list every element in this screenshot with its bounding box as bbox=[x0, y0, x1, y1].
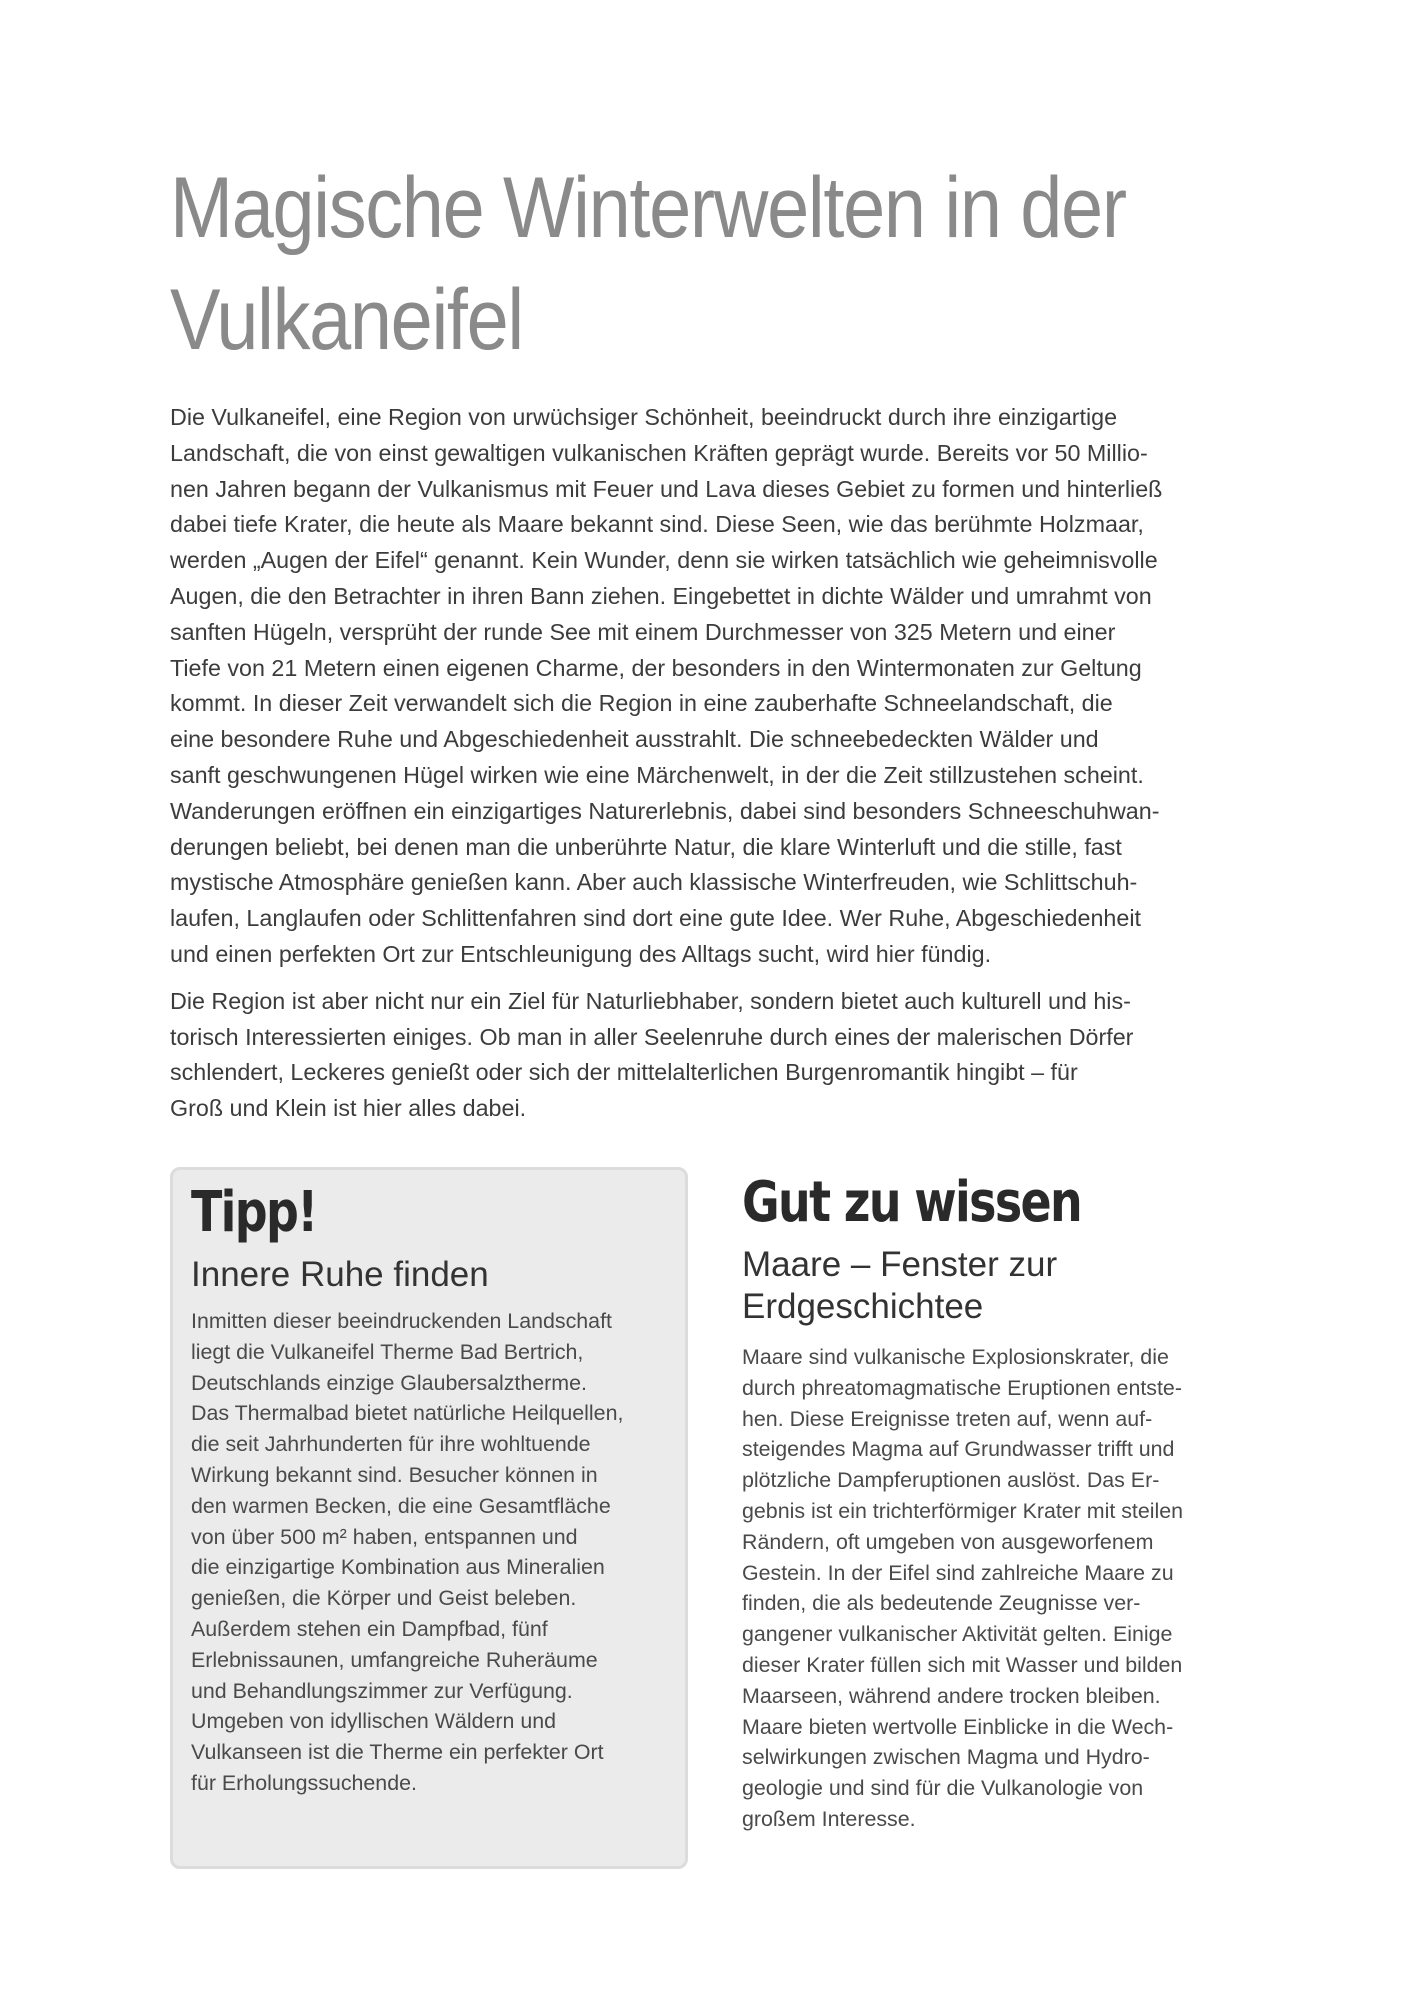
text-line: eine besondere Ruhe und Abgeschiedenheit ausstrahlt. Die schneebedeckten Wälder und bbox=[170, 726, 1099, 753]
text-line: selwirkungen zwischen Magma und Hydro- bbox=[742, 1745, 1150, 1770]
text-line: großem Interesse. bbox=[742, 1806, 916, 1831]
text-line: sanften Hügeln, versprüht der runde See mit einem Durchmesser von 325 Metern und einer bbox=[170, 618, 1116, 645]
subheading-line: Maare – Fenster zur bbox=[742, 1245, 1058, 1284]
text-line: hen. Diese Ereignisse treten auf, wenn auf- bbox=[742, 1406, 1153, 1431]
text-line: von über 500 m² haben, entspannen und bbox=[191, 1524, 578, 1549]
title-line: Magische Winterwelten in der bbox=[170, 160, 1126, 256]
text-line: liegt die Vulkaneifel Therme Bad Bertrich, bbox=[191, 1339, 584, 1364]
text-line: Maare bieten wertvolle Einblicke in die Wech- bbox=[742, 1714, 1174, 1739]
text-line: und Behandlungszimmer zur Verfügung. bbox=[191, 1678, 573, 1703]
text-line: laufen, Langlaufen oder Schlittenfahren sind dort eine gute Idee. Wer Ruhe, Abgeschiedenheit bbox=[170, 905, 1141, 932]
info-text bbox=[742, 1342, 1262, 1835]
text-line: derungen beliebt, bei denen man die unberührte Natur, die klare Winterluft und die stille, fast bbox=[170, 833, 1122, 860]
info-heading: Gut zu wissen bbox=[742, 1170, 1082, 1235]
text-line: Landschaft, die von einst gewaltigen vulkanischen Kräften geprägt wurde. Bereits vor 50 Millio- bbox=[170, 439, 1148, 466]
text-line: mystische Atmosphäre genießen kann. Aber auch klassische Winterfreuden, wie Schlittschuh- bbox=[170, 869, 1138, 896]
text-line: Vulkanseen ist die Therme ein perfekter Ort bbox=[191, 1740, 604, 1765]
text-line: Maarseen, während andere trocken bleiben. bbox=[742, 1683, 1161, 1708]
text-line: steigendes Magma auf Grundwasser trifft und bbox=[742, 1437, 1175, 1462]
text-line: durch phreatomagmatische Eruptionen entste- bbox=[742, 1375, 1182, 1400]
text-line: dabei tiefe Krater, die heute als Maare bekannt sind. Diese Seen, wie das berühmte Holzmaar, bbox=[170, 511, 1144, 538]
info-subheading bbox=[742, 1244, 1262, 1328]
tip-heading: Tipp! bbox=[191, 1180, 317, 1245]
text-line: den warmen Becken, die eine Gesamtfläche bbox=[191, 1493, 611, 1518]
text-line: Deutschlands einzige Glaubersalztherme. bbox=[191, 1370, 587, 1395]
text-line: Groß und Klein ist hier alles dabei. bbox=[170, 1095, 527, 1122]
text-line: Wirkung bekannt sind. Besucher können in bbox=[191, 1462, 598, 1487]
text-line: werden „Augen der Eifel“ genannt. Kein Wunder, denn sie wirken tatsächlich wie geheimnisvolle bbox=[170, 547, 1158, 574]
subheading-line: Erdgeschichtee bbox=[742, 1287, 984, 1326]
text-line: Maare sind vulkanische Explosionskrater, die bbox=[742, 1345, 1169, 1369]
page-title bbox=[170, 152, 1138, 376]
text-line: Tiefe von 21 Metern einen eigenen Charme, der besonders in den Wintermonaten zur Geltung bbox=[170, 654, 1142, 681]
title-line: Vulkaneifel bbox=[170, 272, 523, 368]
text-line: Gestein. In der Eifel sind zahlreiche Maare zu bbox=[742, 1560, 1174, 1585]
text-line: Die Region ist aber nicht nur ein Ziel für Naturliebhaber, sondern bietet auch kulturell und his- bbox=[170, 987, 1131, 1014]
text-line: Wanderungen eröffnen ein einzigartiges Naturerlebnis, dabei sind besonders Schneeschuhwan- bbox=[170, 797, 1160, 824]
text-line: Das Thermalbad bietet natürliche Heilquellen, bbox=[191, 1401, 624, 1426]
text-line: schlendert, Leckeres genießt oder sich der mittelalterlichen Burgenromantik hingibt – für bbox=[170, 1059, 1078, 1086]
text-line: plötzliche Dampferuptionen auslöst. Das Er- bbox=[742, 1468, 1160, 1493]
text-line: und einen perfekten Ort zur Entschleunigung des Alltags sucht, wird hier fündig. bbox=[170, 940, 992, 967]
text-line: geologie und sind für die Vulkanologie von bbox=[742, 1776, 1144, 1801]
text-line: dieser Krater füllen sich mit Wasser und bilden bbox=[742, 1652, 1183, 1677]
text-line: Augen, die den Betrachter in ihren Bann ziehen. Eingebettet in dichte Wälder und umrahmt von bbox=[170, 582, 1152, 609]
text-line: die einzigartige Kombination aus Mineralien bbox=[191, 1555, 605, 1580]
text-line: gangener vulkanischer Aktivität gelten. Einige bbox=[742, 1622, 1173, 1647]
intro-paragraph-2 bbox=[170, 984, 1260, 1127]
tip-box bbox=[170, 1167, 688, 1869]
text-line: Erlebnissaunen, umfangreiche Ruheräume bbox=[191, 1647, 598, 1672]
tip-subheading: Innere Ruhe finden bbox=[191, 1255, 489, 1294]
intro-paragraph-1 bbox=[170, 400, 1260, 973]
text-line: Außerdem stehen ein Dampfbad, fünf bbox=[191, 1616, 548, 1641]
text-line: Rändern, oft umgeben von ausgeworfenem bbox=[742, 1529, 1154, 1554]
info-section bbox=[742, 1170, 1262, 1835]
intro-section bbox=[170, 400, 1260, 1138]
text-line: die seit Jahrhunderten für ihre wohltuende bbox=[191, 1432, 591, 1457]
text-line: für Erholungssuchende. bbox=[191, 1770, 417, 1795]
text-line: Umgeben von idyllischen Wäldern und bbox=[191, 1709, 557, 1734]
text-line: kommt. In dieser Zeit verwandelt sich die Region in eine zauberhafte Schneelandschaft, die bbox=[170, 690, 1113, 717]
tip-text bbox=[191, 1306, 665, 1799]
text-line: finden, die als bedeutende Zeugnisse ver- bbox=[742, 1591, 1141, 1616]
text-line: Inmitten dieser beeindruckenden Landschaft bbox=[191, 1309, 612, 1333]
text-line: genießen, die Körper und Geist beleben. bbox=[191, 1586, 577, 1611]
text-line: nen Jahren begann der Vulkanismus mit Feuer und Lava dieses Gebiet zu formen und hinterließ bbox=[170, 475, 1163, 502]
text-line: sanft geschwungenen Hügel wirken wie eine Märchenwelt, in der die Zeit stillzustehen scheint. bbox=[170, 761, 1144, 788]
text-line: gebnis ist ein trichterförmiger Krater mit steilen bbox=[742, 1498, 1184, 1523]
text-line: Die Vulkaneifel, eine Region von urwüchsiger Schönheit, beeindruckt durch ihre einzigartige bbox=[170, 404, 1118, 430]
text-line: torisch Interessierten einiges. Ob man in aller Seelenruhe durch eines der malerischen Dörfer bbox=[170, 1023, 1134, 1050]
